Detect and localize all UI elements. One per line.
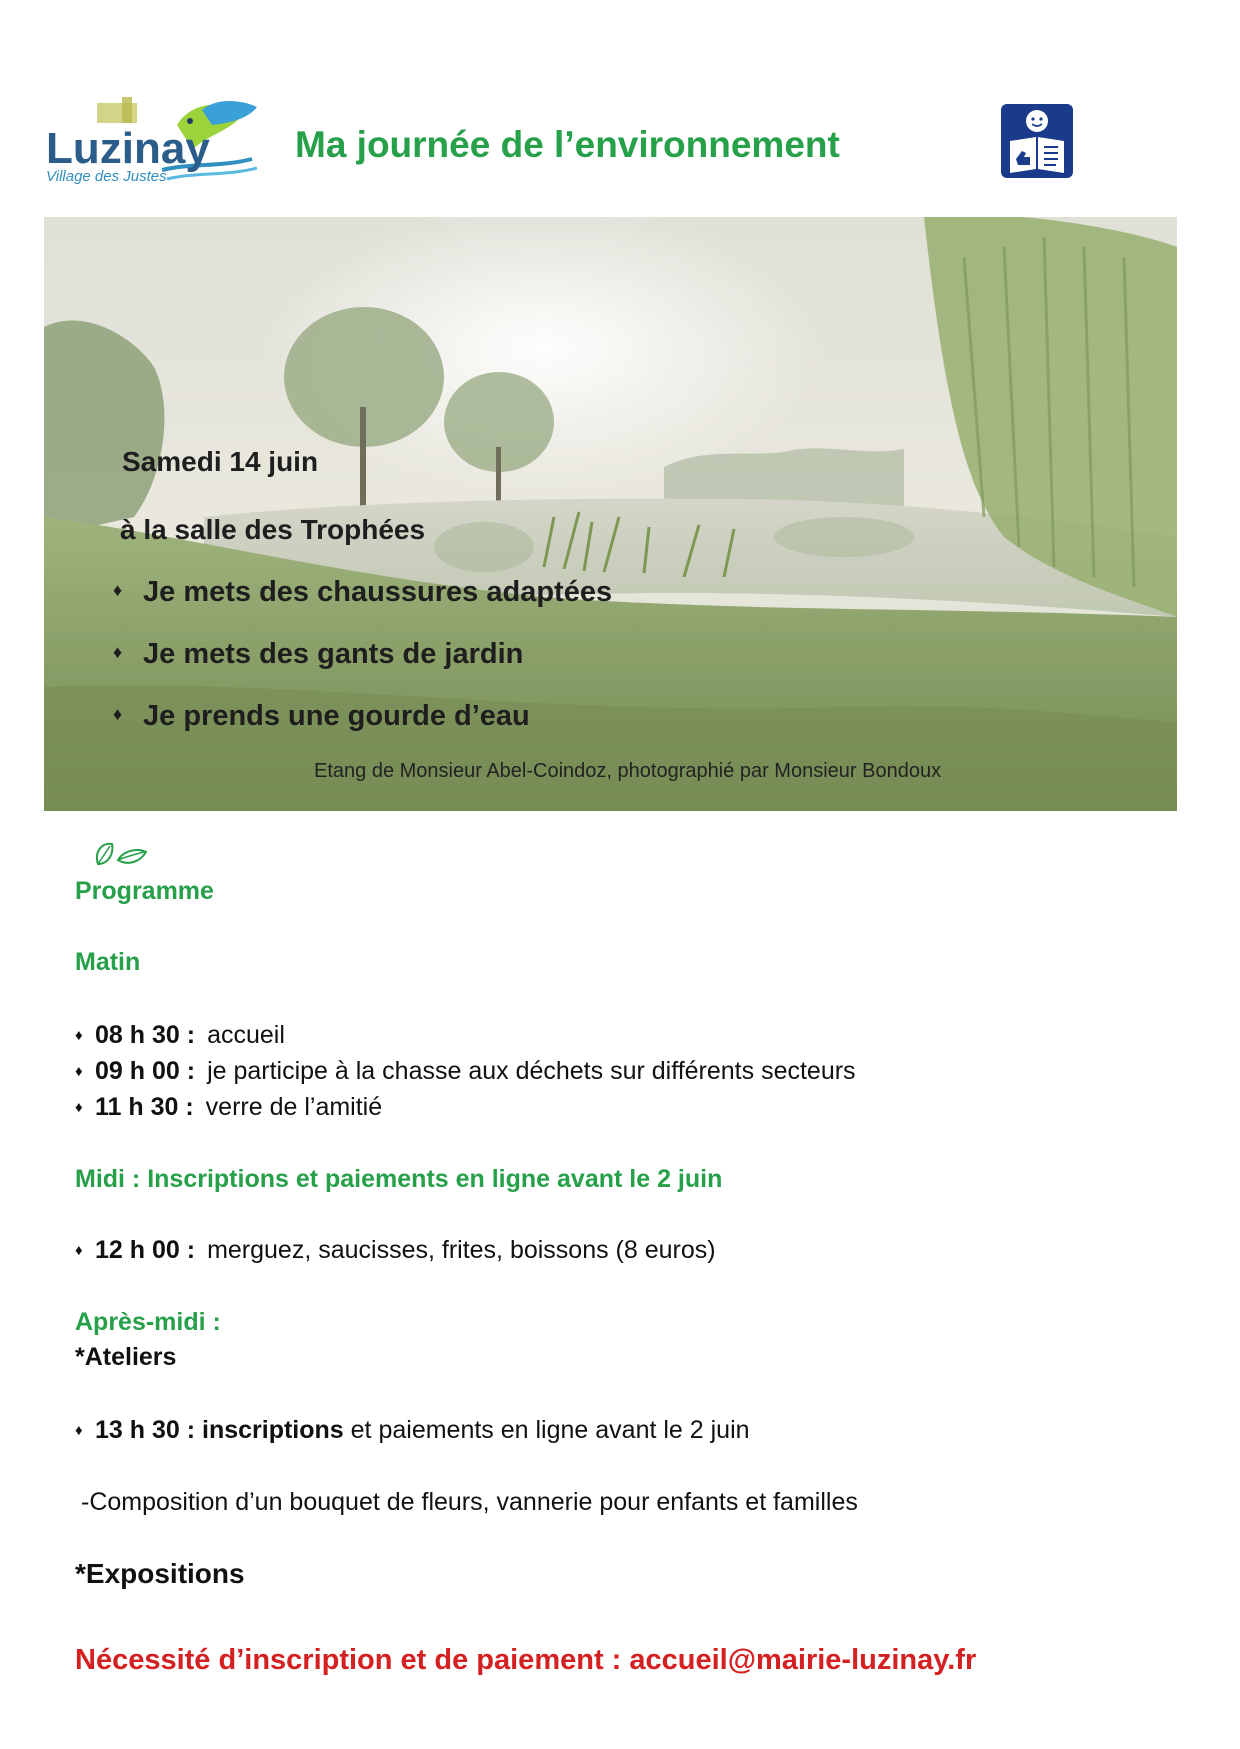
page-title: Ma journée de l’environnement [295, 124, 840, 165]
schedule-time: 11 h 30 : [95, 1093, 194, 1121]
diamond-bullet-icon: ♦ [113, 579, 123, 600]
diamond-bullet-icon: ♦ [75, 1422, 83, 1439]
diamond-bullet-icon: ♦ [75, 1099, 83, 1116]
tip-item [113, 638, 523, 671]
ateliers-label: *Ateliers [75, 1343, 177, 1371]
schedule-row [75, 1093, 382, 1122]
schedule-time: 08 h 30 : [95, 1021, 196, 1049]
expositions-label: *Expositions [75, 1558, 245, 1589]
event-venue: à la salle des Trophées [120, 514, 426, 545]
logo-tagline: Village des Justes [46, 168, 167, 185]
logo-word: Luzinay [46, 124, 210, 173]
schedule-activity: accueil [207, 1021, 285, 1049]
tip-text: Je prends une gourde d’eau [143, 700, 530, 732]
workshop-description: -Composition d’un bouquet de fleurs, vannerie pour enfants et familles [81, 1488, 858, 1516]
afternoon-heading: Après-midi : [75, 1308, 221, 1336]
registration-note: Nécessité d’inscription et de paiement : accueil@mairie-luzinay.fr [75, 1644, 977, 1676]
event-date: Samedi 14 juin [122, 446, 319, 477]
signup-bold: inscriptions [202, 1416, 344, 1444]
diamond-bullet-icon: ♦ [75, 1063, 83, 1080]
morning-heading: Matin [75, 948, 141, 976]
schedule-time: 12 h 00 : [95, 1236, 196, 1264]
diamond-bullet-icon: ♦ [75, 1242, 83, 1259]
schedule-activity: merguez, saucisses, frites, boissons (8 euros) [207, 1236, 716, 1264]
tip-item [113, 700, 530, 733]
schedule-time: 09 h 00 : [95, 1057, 196, 1085]
programme-heading: Programme [75, 877, 214, 905]
diamond-bullet-icon: ♦ [113, 641, 123, 662]
schedule-row [75, 1021, 285, 1050]
schedule-activity: je participe à la chasse aux déchets sur différents secteurs [207, 1057, 856, 1085]
tip-text: Je mets des chaussures adaptées [143, 576, 613, 608]
schedule-row [75, 1416, 750, 1445]
noon-heading: Midi : Inscriptions et paiements en ligne avant le 2 juin [75, 1165, 723, 1193]
signup-rest: et paiements en ligne avant le 2 juin [350, 1416, 750, 1444]
leaf-icon [94, 838, 148, 870]
tip-text: Je mets des gants de jardin [143, 638, 524, 670]
schedule-row [75, 1236, 716, 1265]
easy-read-icon [1000, 103, 1074, 179]
schedule-row [75, 1057, 856, 1086]
diamond-bullet-icon: ♦ [113, 703, 123, 724]
diamond-bullet-icon: ♦ [75, 1027, 83, 1044]
photo-caption: Etang de Monsieur Abel-Coindoz, photographié par Monsieur Bondoux [314, 760, 942, 782]
tip-item [113, 576, 612, 609]
schedule-time: 13 h 30 : [95, 1416, 196, 1444]
schedule-activity: verre de l’amitié [205, 1093, 383, 1121]
